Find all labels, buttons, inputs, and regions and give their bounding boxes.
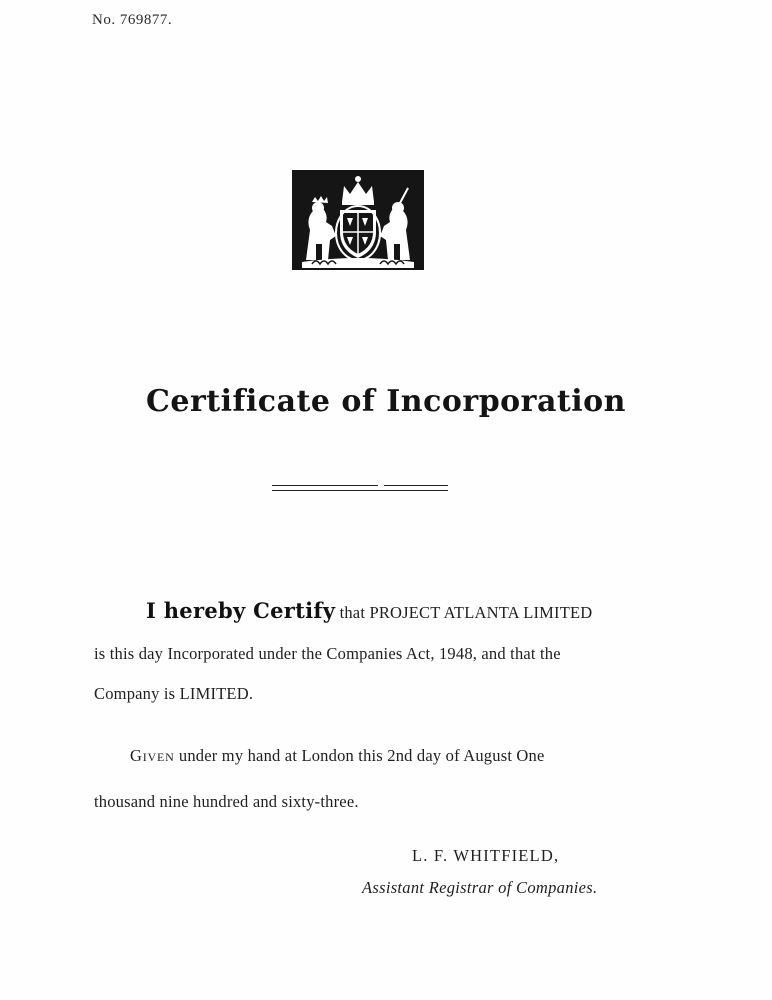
signatory-name: L. F. WHITFIELD, [412,846,560,865]
title-rule-upper-left [272,485,378,486]
title-rule-lower [272,490,448,491]
certification-line-1 [146,598,592,623]
signatory-title: Assistant Registrar of Companies. [362,878,598,897]
title-rule-upper-right [384,485,448,486]
given-line-2: thousand nine hundred and sixty-three. [94,792,359,811]
certification-line-1-rest: that PROJECT ATLANTA LIMITED [339,603,593,622]
certificate-number: No. 769877. [92,12,173,28]
given-word: Given [130,746,175,765]
certification-line-3: Company is LIMITED. [94,684,254,703]
given-line-1 [130,746,545,766]
royal-coat-of-arms-icon [292,170,424,270]
certification-line-2: is this day Incorporated under the Companies Act, 1948, and that the [94,644,561,663]
certificate-title: Certificate of Incorporation [145,384,626,419]
certify-lead: I hereby Certify [146,598,336,623]
given-line-1-rest: under my hand at London this 2nd day of August One [178,746,545,765]
